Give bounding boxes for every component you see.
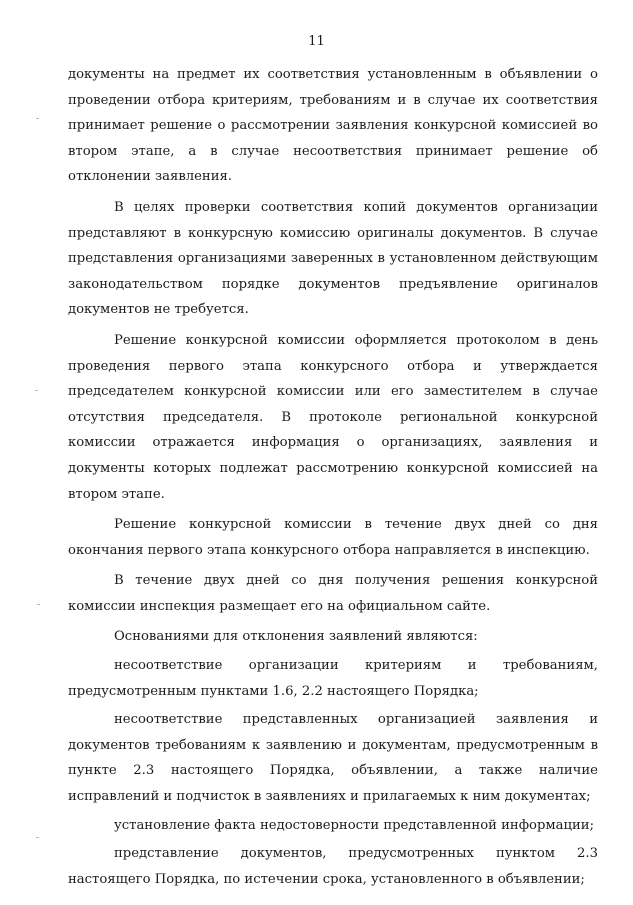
- document-body: [68, 62, 598, 892]
- scan-speck: [36, 837, 39, 838]
- paragraph-decision-to-inspection: Решение конкурсной комиссии в течение двух дней со дня окончания первого этапа конкурсного отбора направляется в инспекцию.: [68, 517, 598, 558]
- list-item-unreliable-information: установление факта недостоверности представленной информации;: [114, 817, 595, 833]
- list-item-criteria-mismatch: несоответствие организации критериям и требованиям, предусмотренным пунктами 1.6, 2.2 настоящего Порядка;: [68, 658, 598, 699]
- paragraph-rejection-grounds-intro: Основаниями для отклонения заявлений являются:: [114, 629, 478, 645]
- paragraph-original-documents: В целях проверки соответствия копий документов организации представляют в конкурсную комиссию оригиналы документов. В случае представления организациями заверенных в установленном действующим законодательством порядке документов предъявление оригиналов документов не требуется.: [68, 199, 598, 318]
- scan-speck: [36, 118, 39, 119]
- list-item-documents-mismatch: несоответствие представленных организацией заявления и документов требованиям к заявлению и документам, предусмотренным в пункте 2.3 настоящего Порядка, объявлении, а также наличие исправлений и подчисток в заявлениях и прилагаемых к ним документах;: [68, 712, 598, 805]
- scan-speck: [35, 390, 38, 391]
- paragraph-publication: В течение двух дней со дня получения решения конкурсной комиссии инспекция размещает его на официальном сайте.: [68, 573, 598, 614]
- scan-speck: [37, 604, 40, 605]
- page-number: 11: [308, 34, 325, 49]
- paragraph-continuation: документы на предмет их соответствия установленным в объявлении о проведении отбора критериям, требованиям и в случае их соответствия принимает решение о рассмотрении заявления конкурсной комиссией во втором этапе, а в случае несоответствия принимает решение об отклонении заявления.: [68, 67, 598, 185]
- paragraph-commission-protocol: Решение конкурсной комиссии оформляется протоколом в день проведения первого этапа конкурсного отбора и утверждается председателем конкурсной комиссии или его заместителем в случае отсутствия председателя. В протоколе региональной конкурсной комиссии отражается информация о организациях, заявления и документы которых подлежат рассмотрению конкурсной комиссией на втором этапе.: [68, 332, 598, 502]
- list-item-late-submission: представление документов, предусмотренных пунктом 2.3 настоящего Порядка, по истечении срока, установленного в объявлении;: [68, 846, 598, 887]
